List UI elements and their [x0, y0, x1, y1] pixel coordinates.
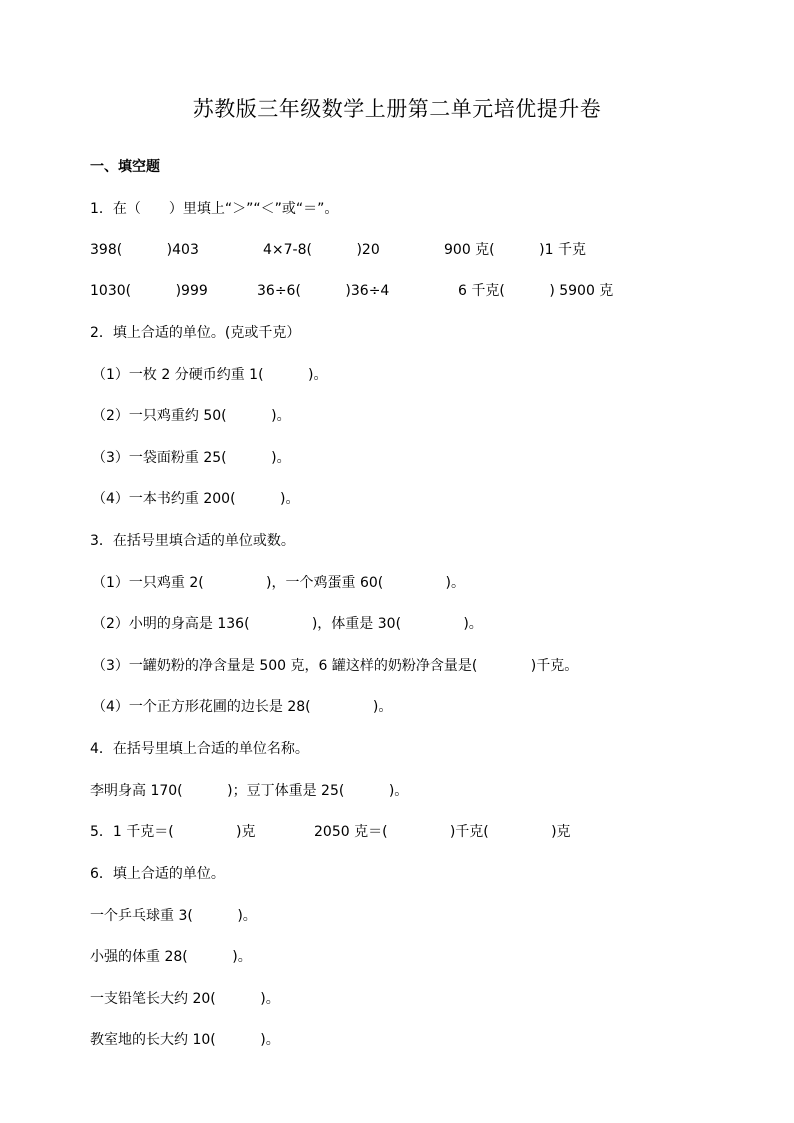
question-6-item: 一个乒乓球重 3( )。 [90, 908, 257, 924]
question-2-item: （4）一本书约重 200( )。 [92, 491, 300, 507]
question-6-item: 小强的体重 28( )。 [90, 949, 252, 965]
question-3-item: （4）一个正方形花圃的边长是 28( )。 [92, 699, 393, 715]
question-2-item: （3）一袋面粉重 25( )。 [92, 450, 291, 466]
question-3-item: （2）小明的身高是 136( )，体重是 30( )。 [92, 616, 483, 632]
question-3-stem: 3．在括号里填合适的单位或数。 [90, 533, 295, 549]
question-2-stem: 2．填上合适的单位。(克或千克） [90, 325, 301, 341]
question-6-item: 教室地的长大约 10( )。 [90, 1032, 280, 1048]
question-2-item: （2）一只鸡重约 50( )。 [92, 408, 291, 424]
compare-item: 6 千克( ) 5900 克 [458, 283, 614, 299]
question-4-stem: 4．在括号里填上合适的单位名称。 [90, 741, 309, 757]
question-3-item: （1）一只鸡重 2( )，一个鸡蛋重 60( )。 [92, 575, 465, 591]
question-1-stem: 1．在（ ）里填上“＞”“＜”或“＝”。 [90, 201, 339, 217]
question-4-line: 李明身高 170( )；豆丁体重是 25( )。 [90, 783, 409, 799]
question-3-item: （3）一罐奶粉的净含量是 500 克，6 罐这样的奶粉净含量是( )千克。 [92, 658, 579, 674]
page-title: 苏教版三年级数学上册第二单元培优提升卷 [192, 97, 602, 121]
compare-item: 36÷6( )36÷4 [257, 283, 390, 299]
section-heading: 一、填空题 [90, 159, 160, 175]
question-1-row-2 [90, 281, 710, 301]
question-2-item: （1）一枚 2 分硬币约重 1( )。 [92, 367, 328, 383]
conversion-item: 2050 克＝( )千克( )克 [314, 824, 571, 840]
compare-item: 4×7-8( )20 [263, 242, 380, 258]
question-6-item: 一支铅笔长大约 20( )。 [90, 991, 280, 1007]
compare-item: 1030( )999 [90, 283, 208, 299]
question-5-row [90, 822, 710, 842]
compare-item: 900 克( )1 千克 [444, 242, 586, 258]
question-6-stem: 6．填上合适的单位。 [90, 866, 225, 882]
conversion-item: 5．1 千克＝( )克 [90, 824, 256, 840]
compare-item: 398( )403 [90, 242, 199, 258]
question-1-row-1 [90, 240, 710, 260]
